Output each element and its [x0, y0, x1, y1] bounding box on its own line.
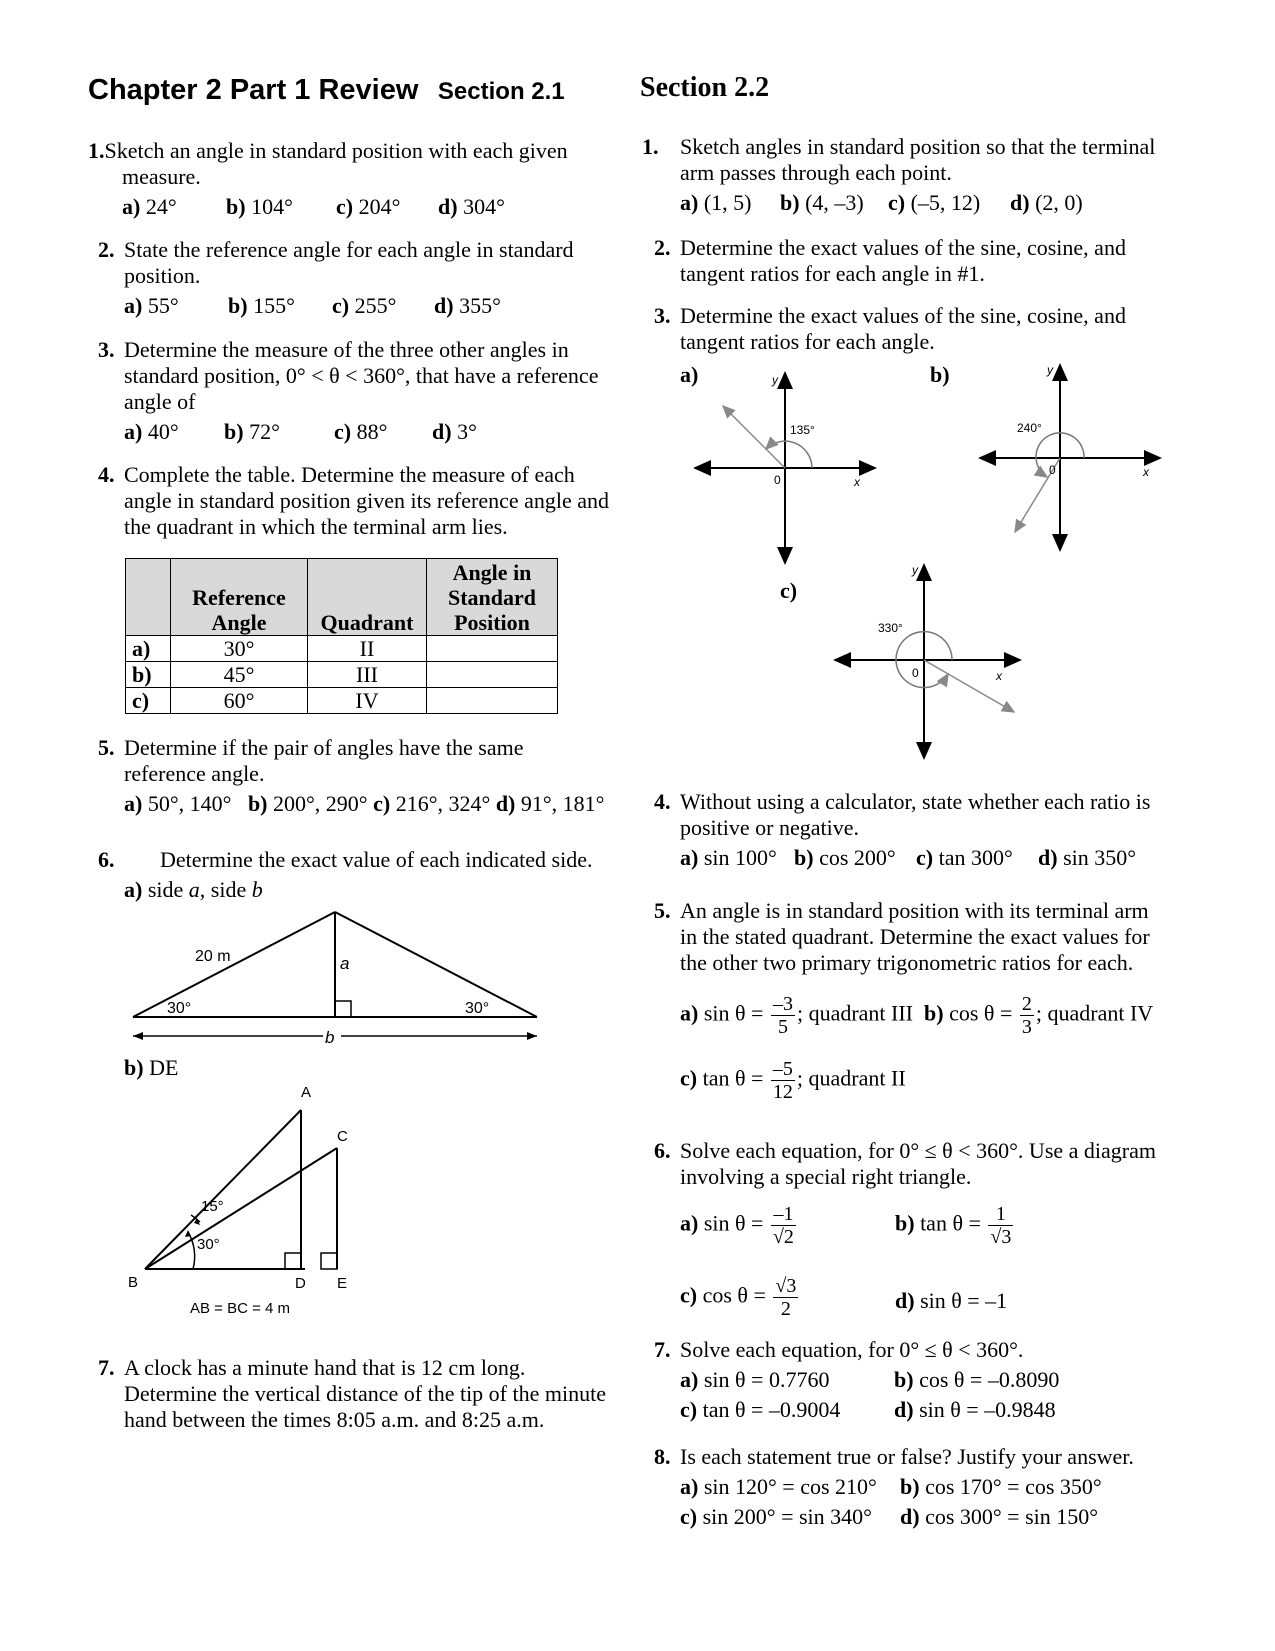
right-q6-c: c) cos θ = $\frac{√3}{2}$ — [680, 1275, 797, 1320]
fig-b-label: b) — [930, 362, 950, 387]
ang15-label: 15° — [201, 1198, 224, 1215]
side-b-label: b — [325, 1028, 335, 1047]
triangle-figure-b — [125, 1085, 365, 1315]
right-q3: 3. Determine the exact values of the sine, cosine, and tangent ratios for each angle. — [654, 303, 1126, 354]
chapter-title: Chapter 2 Part 1 Review — [88, 74, 419, 106]
angle-figure-a — [690, 368, 890, 568]
right-q5-ab: a) sin θ = $\frac{-3}{5}$ ; quadrant III b) cos θ = $\frac{2}{3}$ ; quadrant IV — [680, 993, 1154, 1038]
angle-135-label: 135° — [790, 423, 815, 437]
right-q6-a: a) sin θ = $\frac{-1}{√2}$ — [680, 1203, 794, 1248]
left-q3: 3. Determine the measure of the three other angles in standard position, 0° < θ < 360°, that have a reference angle of a) 40° b) 72° c) 88° d) 3° — [98, 337, 599, 444]
angle-left-label: 30° — [167, 1000, 192, 1017]
angle-240-label: 240° — [1017, 421, 1042, 435]
right-q2: 2. Determine the exact values of the sine, cosine, and tangent ratios for each angle in #1. — [654, 235, 1126, 286]
point-e-label: E — [337, 1275, 348, 1292]
point-c-label: C — [337, 1128, 348, 1145]
answer-cell[interactable] — [427, 636, 558, 662]
right-q6-b: b) tan θ = $\frac{1}{√3}$ — [895, 1203, 1012, 1248]
left-q6b-label: b) DE — [124, 1055, 179, 1080]
fig-c-label: c) — [780, 578, 798, 603]
origin-label: 0 — [774, 473, 781, 487]
point-a-label: A — [301, 1085, 312, 1101]
y-axis-label: y — [772, 373, 778, 387]
point-b-label: B — [128, 1274, 139, 1291]
left-q4: 4. Complete the table. Determine the measure of each angle in standard position given its reference angle and the quadrant in which the terminal arm lies. — [98, 462, 610, 539]
right-q1: 1. Sketch angles in standard position so that the terminal arm passes through each point. a) (1, 5) b) (4, –3) c) (–5, 12) d) (2, 0) — [642, 134, 1156, 215]
origin-label-b: 0 — [1049, 463, 1056, 477]
left-q6: 6. Determine the exact value of each indicated side. a) side a, side b — [98, 847, 593, 902]
x-axis-label-c: x — [996, 669, 1002, 683]
right-q7: 7. Solve each equation, for 0° ≤ θ < 360°. a) sin θ = 0.7760 b) cos θ = –0.8090 c) tan θ = –0.9004 d) sin θ = –0.9848 — [654, 1337, 1060, 1422]
angle-right-label: 30° — [465, 1000, 490, 1017]
side-a-label: a — [340, 954, 350, 973]
right-q5: 5. An angle is in standard position with its terminal arm in the stated quadrant. Determine the exact values for the other two primary trigonometric ratios for each. — [654, 898, 1150, 975]
fig-a-label: a) — [680, 362, 699, 387]
left-q1: 1.Sketch an angle in standard position with each given measure. a) 24° b) 104° c) 204° d) 304° — [88, 138, 568, 219]
answer-cell[interactable] — [427, 662, 558, 688]
right-q6-d: d) sin θ = –1 — [895, 1288, 1008, 1313]
right-q5-c: c) tan θ = $\frac{-5}{12}$ ; quadrant II — [680, 1058, 906, 1103]
left-q5: 5. Determine if the pair of angles have the same reference angle. a) 50°, 140° b) 200°, 290° c) 216°, 324° d) 91°, 181° — [98, 735, 605, 816]
table-row: a) 30° II — [126, 636, 558, 662]
x-axis-label-b: x — [1143, 465, 1149, 479]
ang30-label: 30° — [197, 1236, 220, 1253]
right-q4: 4. Without using a calculator, state whether each ratio is positive or negative. a) sin 100° b) cos 200° c) tan 300° d) sin 350° — [654, 789, 1151, 870]
right-q8: 8. Is each statement true or false? Justify your answer. a) sin 120° = cos 210° b) cos 170° = cos 350° c) sin 200° = sin 340° d) cos 300° = sin 150° — [654, 1444, 1134, 1529]
angle-figure-b — [975, 360, 1175, 560]
y-axis-label-c: y — [912, 563, 918, 577]
right-q6: 6. Solve each equation, for 0° ≤ θ < 360°. Use a diagram involving a special right triangle. — [654, 1138, 1156, 1189]
answer-cell[interactable] — [427, 688, 558, 714]
section-2-1-heading: Section 2.1 — [437, 78, 565, 105]
section-2-2-heading: Section 2.2 — [640, 72, 770, 103]
left-q2: 2. State the reference angle for each angle in standard position. a) 55° b) 155° c) 255° d) 355° — [98, 237, 574, 318]
hypotenuse-label: 20 m — [195, 948, 231, 965]
figure-b-caption: AB = BC = 4 m — [190, 1300, 291, 1315]
point-d-label: D — [295, 1275, 306, 1292]
left-q7: 7. A clock has a minute hand that is 12 cm long. Determine the vertical distance of the tip of the minute hand between the times 8:05 a.m. and 8:25 a.m. — [98, 1355, 606, 1432]
table-row: b) 45° III — [126, 662, 558, 688]
page-title — [88, 74, 565, 107]
reference-angle-table — [125, 558, 558, 714]
angle-330-label: 330° — [878, 621, 903, 635]
y-axis-label-b: y — [1047, 363, 1053, 377]
left-q1-parts: a) 24° b) 104° c) 204° d) 304° — [122, 194, 505, 219]
origin-label-c: 0 — [912, 666, 919, 680]
table-header-row: Reference Angle Quadrant Angle in Standard Position — [126, 559, 558, 636]
angle-figure-c — [830, 560, 1030, 765]
x-axis-label: x — [854, 475, 860, 489]
triangle-figure-a — [125, 905, 545, 1050]
table-row: c) 60° IV — [126, 688, 558, 714]
